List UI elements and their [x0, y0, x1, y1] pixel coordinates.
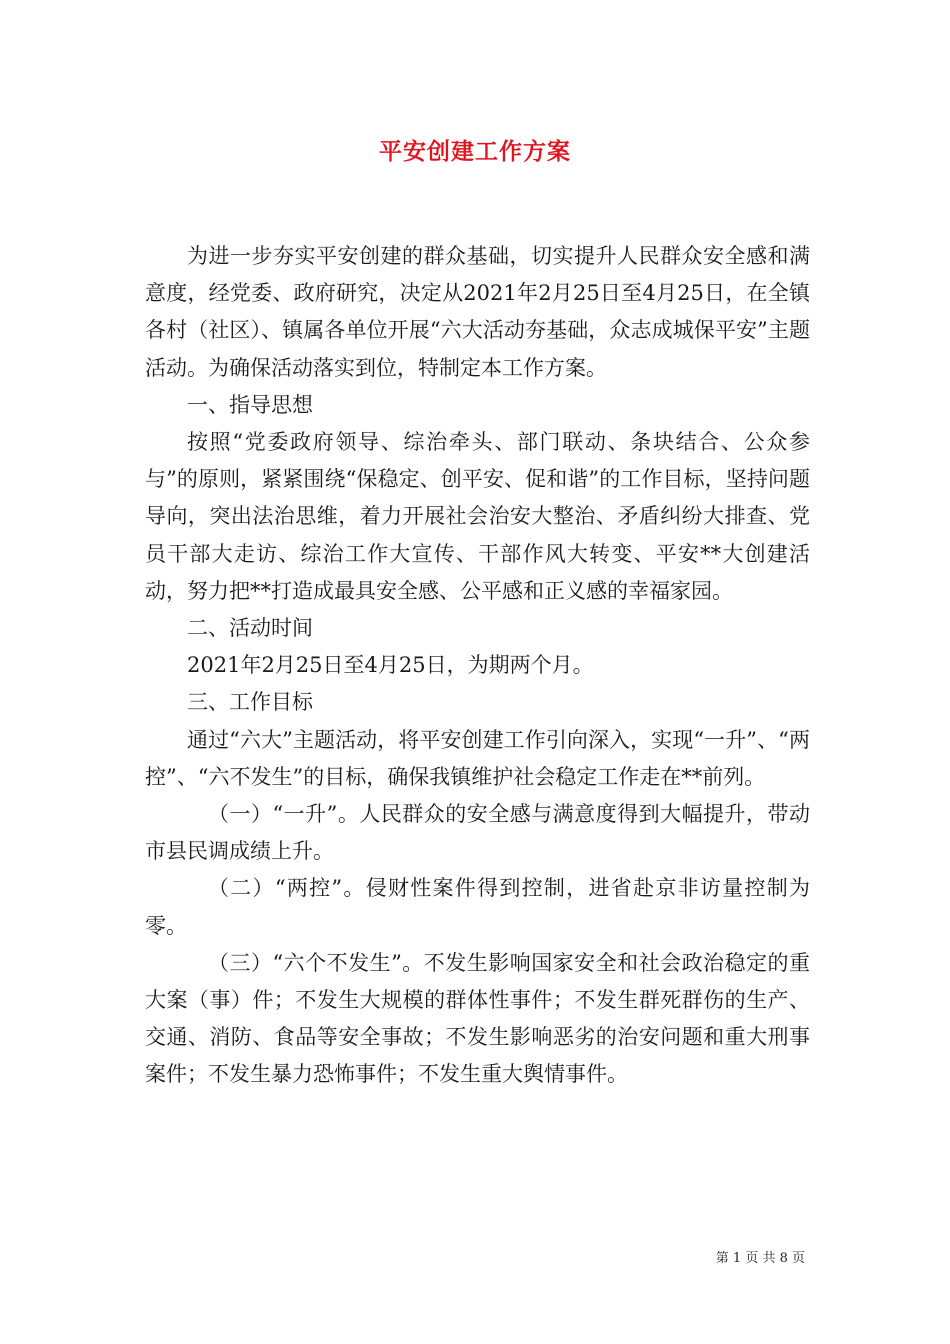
goal-item-six-nots: （三）“六个不发生”。不发生影响国家安全和社会政治稳定的重大案（事）件；不发生大规模的群体性事件；不发生群死群伤的生产、交通、消防、食品等安全事故；不发生影响恶劣的治安问题和重大刑事案件；不发生暴力恐怖事件；不发生重大舆情事件。 [145, 950, 810, 1087]
goal-item-two-controls: （二）“两控”。侵财性案件得到控制，进省赴京非访量控制为零。 [145, 876, 810, 938]
goal-item-one-rise: （一）“一升”。人民群众的安全感与满意度得到大幅提升，带动市县民调成绩上升。 [145, 802, 810, 864]
intro-paragraph: 为进一步夯实平安创建的群众基础，切实提升人民群众安全感和满意度，经党委、政府研究，决定从2021年2月25日至4月25日，在全镇各村（社区）、镇属各单位开展“六大活动夯基础，众志成城保平安”主题活动。为确保活动落实到位，特制定本工作方案。 [145, 244, 810, 380]
page-title: 平安创建工作方案 [379, 138, 571, 165]
section-heading-activity-time: 二、活动时间 [187, 616, 313, 641]
section-heading-work-goals: 三、工作目标 [187, 690, 313, 715]
section-heading-guiding-ideology: 一、指导思想 [187, 392, 313, 417]
page-number-footer: 第 1 页 共 8 页 [715, 1251, 805, 1266]
work-goals-paragraph: 通过“六大”主题活动，将平安创建工作引向深入，实现“一升”、“两控”、“六不发生”的目标，确保我镇维护社会稳定工作走在**前列。 [145, 727, 810, 789]
document-body [145, 238, 810, 1094]
guiding-ideology-paragraph: 按照“党委政府领导、综治牵头、部门联动、条块结合、公众参与”的原则，紧紧围绕“保稳定、创平安、促和谐”的工作目标，坚持问题导向，突出法治思维，着力开展社会治安大整治、矛盾纠纷大排查、党员干部大走访、综治工作大宣传、干部作风大转变、平安**大创建活动，努力把**打造成最具安全感、公平感和正义感的幸福家园。 [145, 430, 810, 603]
activity-time-paragraph: 2021年2月25日至4月25日，为期两个月。 [187, 653, 594, 678]
